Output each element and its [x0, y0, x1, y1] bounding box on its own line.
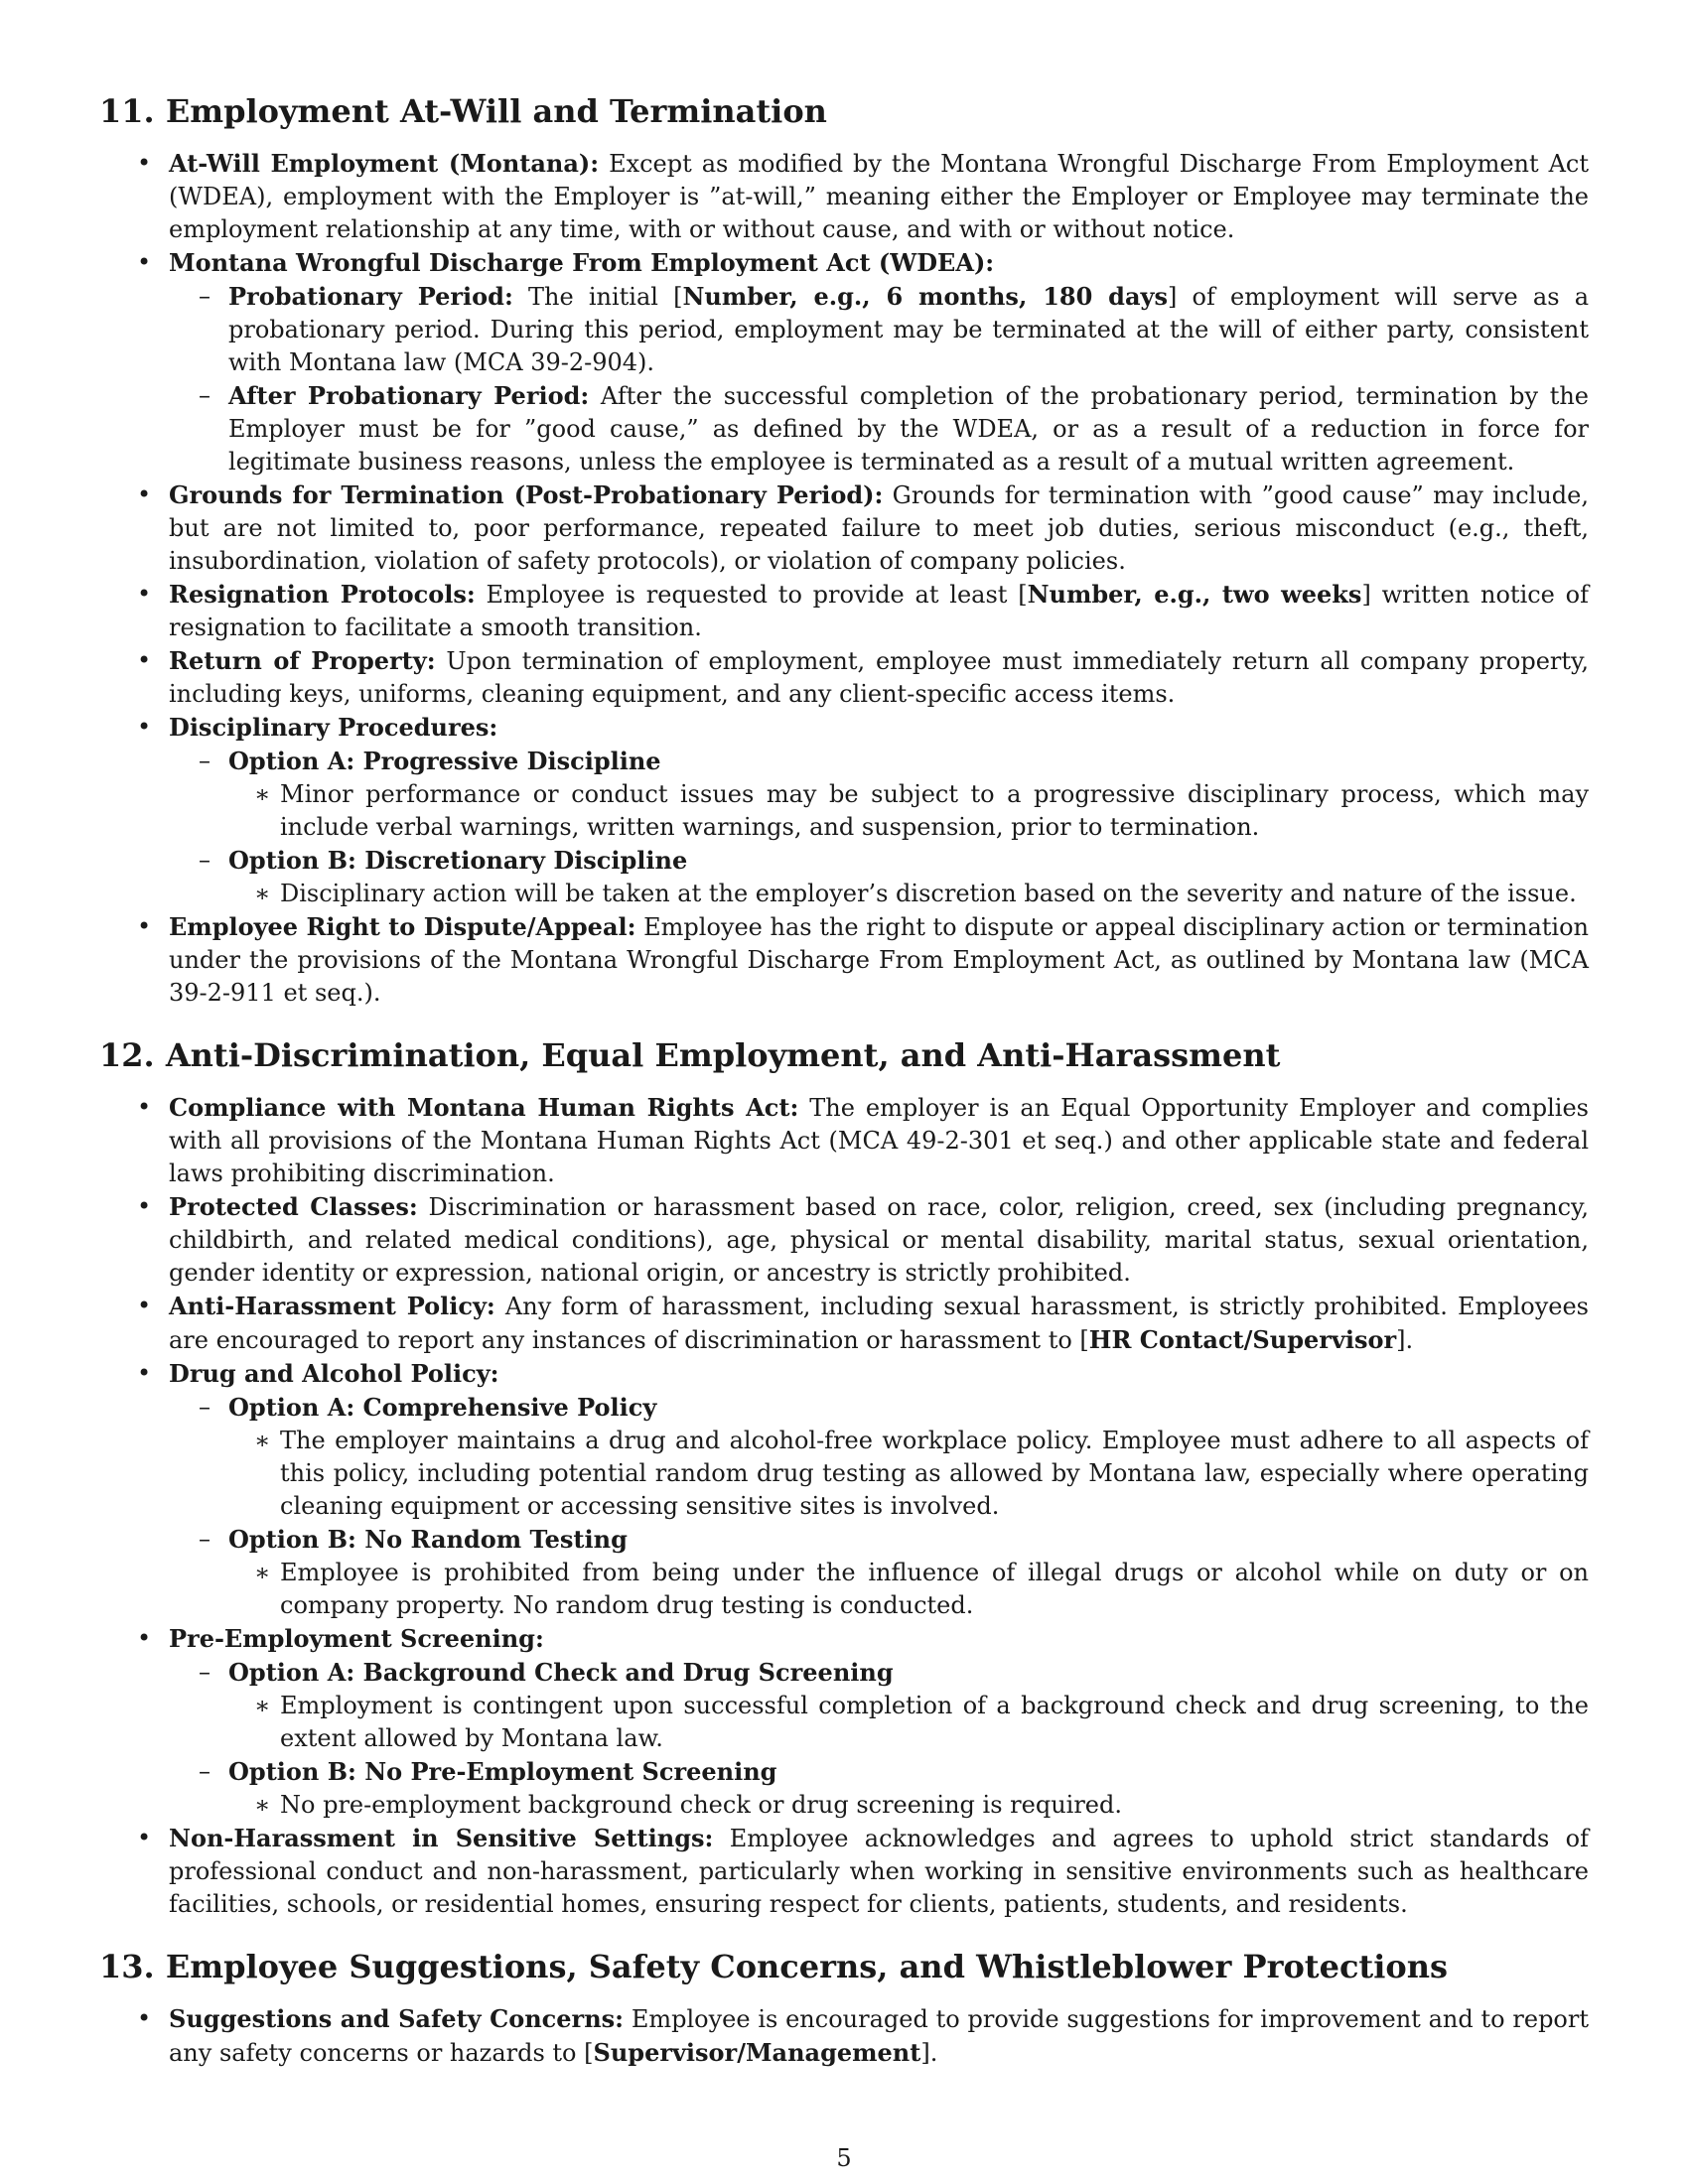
disc-option-b-detail [228, 878, 1589, 910]
probationary-text-2: ] of employment will serve as a probationary period. During this period, employment may be terminated at the will of either party, consistent with Montana law (MCA 39-2-904). [228, 283, 1590, 376]
grounds-text: Grounds for termination with ”good cause” may include, but are not limited to, poor performance, repeated failure to meet job duties, serious misconduct (e.g., theft, insubordination, violation of safety protocols), or violation of company policies. [169, 481, 1589, 575]
pre-option-a-sublist [228, 1690, 1589, 1755]
at-will-label: At-Will Employment (Montana): [169, 149, 600, 178]
drug-option-a-sublist [228, 1425, 1589, 1523]
dispute-label: Employee Right to Dispute/Appeal: [169, 912, 636, 941]
list-item-dispute [99, 910, 1589, 1010]
drug-option-b-text: ∗ Employee is prohibited from being under the influence of illegal drugs or alcohol while on duty or on company property. No random drug testing is conducted. [280, 1559, 1589, 1619]
protected-classes-text: Discrimination or harassment based on race, color, religion, creed, sex (including pregnancy, childbirth, and related medical conditions), age, physical or mental disability, marital status, sexual orientation, gender identity or expression, national origin, or ancestry is strictly prohibited. [169, 1193, 1590, 1287]
return-property-text: Upon termination of employment, employee must immediately return all company property, including keys, uniforms, cleaning equipment, and any client-specific access items. [169, 647, 1590, 708]
list-item-grounds [99, 478, 1589, 578]
after-probationary-label: After Probationary Period: [228, 381, 590, 410]
suggestions-text-1: Employee is encouraged to provide suggestions for improvement and to report any safety concerns or hazards to [ [169, 2005, 1590, 2067]
section-11-heading: 11. Employment At-Will and Termination [99, 92, 827, 130]
drug-option-a-label: Option A: Comprehensive Policy [228, 1393, 657, 1422]
suggestions-text-2: ]. [920, 2039, 938, 2067]
list-item-pre-employment [99, 1622, 1589, 1822]
drug-option-b-detail [228, 1557, 1589, 1622]
protected-classes-label: Protected Classes: [169, 1192, 418, 1221]
list-item-mhra [99, 1091, 1589, 1190]
drug-option-b-label: Option B: No Random Testing [228, 1525, 628, 1554]
list-item-wdea [99, 246, 1589, 478]
list-item-anti-harassment [99, 1290, 1589, 1357]
section-12-list [99, 1091, 1589, 1921]
list-item-suggestions [99, 2002, 1589, 2070]
disc-option-a-text: ∗ Minor performance or conduct issues may be subject to a progressive disciplinary process, which may include verbal warnings, written warnings, and suspension, prior to termination. [280, 780, 1589, 841]
pre-option-a-text: ∗ Employment is contingent upon successful completion of a background check and drug screening, to the extent allowed by Montana law. [280, 1692, 1589, 1752]
return-property-label: Return of Property: [169, 646, 436, 675]
disc-option-b-text: ∗ Disciplinary action will be taken at the employer’s discretion based on the severity and nature of the issue. [280, 880, 1577, 907]
mhra-label: Compliance with Montana Human Rights Act: [169, 1093, 799, 1122]
list-item-non-harassment [99, 1822, 1589, 1921]
pre-option-b-text: ∗ No pre-employment background check or drug screening is required. [280, 1791, 1123, 1819]
disc-option-a-sublist [228, 778, 1589, 844]
probationary-label: Probationary Period: [228, 282, 513, 311]
pre-option-b-label: Option B: No Pre-Employment Screening [228, 1757, 777, 1786]
pre-employment-sublist [169, 1656, 1589, 1822]
after-probationary-text: After the successful completion of the probationary period, termination by the Employer must be for ”good cause,” as defined by the WDEA, or as a result of a reduction in force for legitimate business reasons, unless the employee is terminated as a result of a mutual written agreement. [228, 382, 1590, 476]
disc-option-b-sublist [228, 878, 1589, 910]
list-item-drug-policy [99, 1357, 1589, 1622]
list-item-disc-option-a [169, 745, 1589, 844]
list-item-probationary [169, 280, 1589, 379]
suggestions-label: Suggestions and Safety Concerns: [169, 2004, 625, 2033]
list-item-after-probationary [169, 379, 1589, 478]
anti-harassment-text-1: Any form of harassment, including sexual harassment, is strictly prohibited. Employees are encouraged to report any instances of discrimination or harassment to [ [169, 1293, 1589, 1354]
pre-option-b-detail [228, 1789, 1589, 1822]
disciplinary-sublist [169, 745, 1589, 910]
probationary-placeholder: Number, e.g., 6 months, 180 days [682, 282, 1168, 311]
drug-policy-sublist [169, 1391, 1589, 1622]
suggestions-placeholder: Supervisor/Management [593, 2038, 921, 2067]
pre-option-a-label: Option A: Background Check and Drug Screening [228, 1658, 894, 1687]
list-item-drug-option-b [169, 1523, 1589, 1622]
section-13-list [99, 2002, 1589, 2070]
pre-option-a-detail [228, 1690, 1589, 1755]
non-harassment-label: Non-Harassment in Sensitive Settings: [169, 1824, 714, 1852]
disciplinary-label: Disciplinary Procedures: [169, 713, 498, 742]
list-item-at-will [99, 147, 1589, 246]
wdea-sublist [169, 280, 1589, 478]
disc-option-a-label: Option A: Progressive Discipline [228, 747, 661, 775]
list-item-resignation [99, 578, 1589, 644]
drug-option-b-sublist [228, 1557, 1589, 1622]
section-11-list [99, 147, 1589, 1010]
grounds-label: Grounds for Termination (Post-Probationary Period): [169, 480, 884, 509]
pre-employment-label: Pre-Employment Screening: [169, 1624, 544, 1653]
anti-harassment-label: Anti-Harassment Policy: [169, 1292, 495, 1320]
pre-option-b-sublist [228, 1789, 1589, 1822]
resignation-text-2: ] written notice of resignation to facilitate a smooth transition. [169, 581, 1590, 641]
disc-option-a-detail [228, 778, 1589, 844]
section-12-heading: 12. Anti-Discrimination, Equal Employment, and Anti-Harassment [99, 1036, 1281, 1074]
drug-option-a-text: ∗ The employer maintains a drug and alcohol-free workplace policy. Employee must adhere to all aspects of this policy, including potential random drug testing as allowed by Montana law, especially where operating cleaning equipment or accessing sensitive sites is involved. [280, 1427, 1589, 1520]
list-item-return-property [99, 644, 1589, 711]
anti-harassment-placeholder: HR Contact/Supervisor [1088, 1325, 1397, 1354]
at-will-text: Except as modified by the Montana Wrongful Discharge From Employment Act (WDEA), employment with the Employer is ”at-will,” meaning either the Employer or Employee may terminate the employment relationship at any time, with or without cause, and with or without notice. [169, 150, 1589, 243]
resignation-label: Resignation Protocols: [169, 580, 476, 609]
list-item-disciplinary [99, 711, 1589, 910]
resignation-placeholder: Number, e.g., two weeks [1027, 580, 1362, 609]
page-number: 5 [836, 2144, 852, 2172]
list-item-pre-option-b [169, 1755, 1589, 1822]
list-item-drug-option-a [169, 1391, 1589, 1523]
drug-policy-label: Drug and Alcohol Policy: [169, 1359, 499, 1388]
list-item-disc-option-b [169, 844, 1589, 910]
anti-harassment-text-2: ]. [1396, 1326, 1414, 1354]
resignation-text-1: Employee is requested to provide at least [ [475, 581, 1028, 609]
list-item-protected-classes [99, 1190, 1589, 1290]
list-item-pre-option-a [169, 1656, 1589, 1755]
non-harassment-text: Employee acknowledges and agrees to uphold strict standards of professional conduct and non-harassment, particularly when working in sensitive environments such as healthcare facilities, schools, or residential homes, ensuring respect for clients, patients, students, and residents. [169, 1825, 1589, 1918]
disc-option-b-label: Option B: Discretionary Discipline [228, 846, 688, 875]
drug-option-a-detail [228, 1425, 1589, 1523]
dispute-text: Employee has the right to dispute or appeal disciplinary action or termination under the provisions of the Montana Wrongful Discharge From Employment Act, as outlined by Montana law (MCA 39-2-911 et seq.). [169, 913, 1590, 1007]
section-13-heading: 13. Employee Suggestions, Safety Concerns, and Whistleblower Protections [99, 1948, 1448, 1985]
probationary-text-1: The initial [ [512, 283, 683, 311]
mhra-text: The employer is an Equal Opportunity Employer and complies with all provisions of the Montana Human Rights Act (MCA 49-2-301 et seq.) and other applicable state and federal laws prohibiting discrimination. [169, 1094, 1589, 1187]
wdea-label: Montana Wrongful Discharge From Employment Act (WDEA): [169, 248, 995, 277]
